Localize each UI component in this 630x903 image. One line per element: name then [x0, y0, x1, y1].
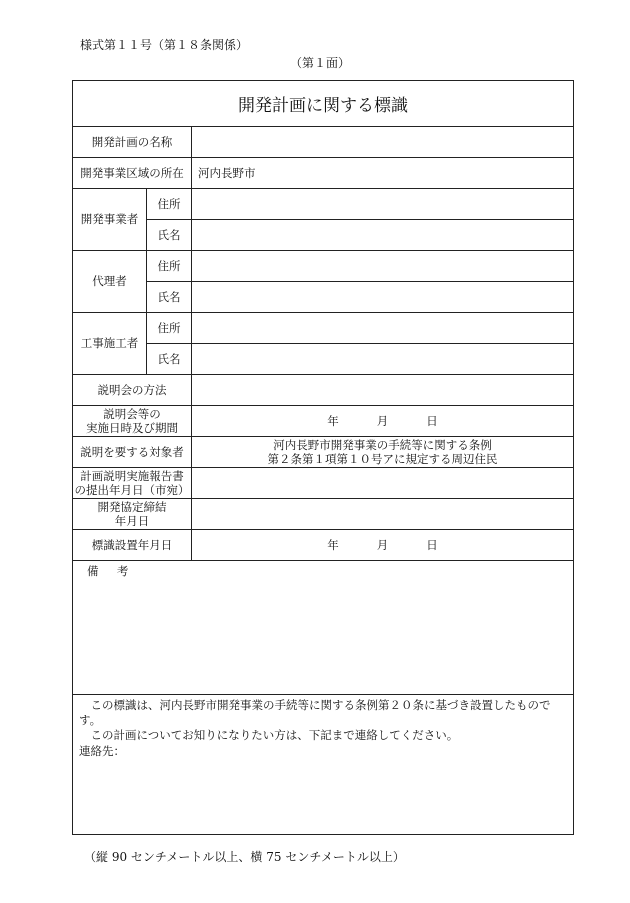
remarks-row	[73, 561, 574, 695]
developer-label: 開発事業者	[73, 189, 147, 251]
sign-installation-date-row	[73, 530, 574, 561]
briefing-month-unit: 月	[376, 414, 389, 428]
sign-title: 開発計画に関する標識	[73, 81, 574, 127]
developer-address-field[interactable]	[192, 189, 574, 220]
target-persons-value-line2: 第２条第１項第１０号アに規定する周辺住民	[267, 452, 498, 466]
page-label: （第１面）	[290, 56, 351, 70]
contractor-address-field[interactable]	[192, 313, 574, 344]
remarks-label-char2: 考	[116, 564, 129, 578]
location-label: 開発事業区域の所在	[73, 158, 192, 189]
agent-address-label: 住所	[147, 251, 192, 282]
briefing-year-unit: 年	[327, 414, 339, 428]
sign-form-table	[72, 80, 574, 835]
plan-name-label: 開発計画の名称	[73, 127, 192, 158]
target-persons-value-line1: 河内長野市開発事業の手続等に関する条例	[273, 437, 492, 452]
briefing-datetime-label	[73, 406, 192, 437]
agent-name-field[interactable]	[192, 282, 574, 313]
contractor-name-row	[73, 344, 574, 375]
target-persons-row	[73, 437, 574, 468]
target-persons-label: 説明を要する対象者	[73, 437, 192, 468]
sign-installation-date-field[interactable]	[192, 530, 574, 561]
developer-name-label: 氏名	[147, 220, 192, 251]
developer-name-field[interactable]	[192, 220, 574, 251]
agent-address-row	[73, 251, 574, 282]
installation-month-unit: 月	[376, 538, 389, 552]
contractor-name-field[interactable]	[192, 344, 574, 375]
remarks-area[interactable]	[73, 561, 574, 695]
briefing-datetime-row	[73, 406, 574, 437]
report-submission-label	[73, 468, 192, 499]
contractor-name-label: 氏名	[147, 344, 192, 375]
installation-year-unit: 年	[327, 538, 339, 552]
notice-line1: この標識は、河内長野市開発事業の手続等に関する条例第２０条に基づき設置したものです。	[79, 698, 551, 728]
briefing-datetime-label-line2: 実施日時及び期間	[86, 421, 178, 435]
sign-installation-date-label: 標識設置年月日	[73, 530, 192, 561]
agent-address-field[interactable]	[192, 251, 574, 282]
briefing-method-field[interactable]	[192, 375, 574, 406]
contractor-label: 工事施工者	[73, 313, 147, 375]
title-row	[73, 81, 574, 127]
contractor-address-row	[73, 313, 574, 344]
briefing-method-label: 説明会の方法	[73, 375, 192, 406]
notice-row	[73, 695, 574, 835]
location-row	[73, 158, 574, 189]
size-footnote: （縦 90 センチメートル以上、横 75 センチメートル以上）	[84, 850, 405, 864]
notice-area	[73, 695, 574, 835]
plan-name-field[interactable]	[192, 127, 574, 158]
agreement-date-label	[73, 499, 192, 530]
developer-address-label: 住所	[147, 189, 192, 220]
contact-label: 連絡先：	[79, 743, 125, 758]
report-submission-label-line1: 計画説明実施報告書	[80, 468, 184, 483]
target-persons-value	[192, 437, 574, 468]
briefing-day-unit: 日	[426, 414, 438, 428]
remarks-label	[87, 563, 573, 579]
developer-name-row	[73, 220, 574, 251]
agreement-date-label-line1: 開発協定締結	[97, 499, 167, 514]
installation-day-unit: 日	[426, 538, 438, 552]
agreement-date-row	[73, 499, 574, 530]
remarks-label-char1: 備	[87, 564, 99, 578]
briefing-method-row	[73, 375, 574, 406]
notice-line2: この計画についてお知りになりたい方は、下記まで連絡してください。	[90, 728, 459, 743]
agent-name-label: 氏名	[147, 282, 192, 313]
form-number: 様式第１１号（第１８条関係）	[80, 38, 249, 52]
briefing-date-units	[192, 413, 573, 429]
briefing-datetime-field[interactable]	[192, 406, 574, 437]
agreement-date-label-line2: 年月日	[114, 514, 150, 528]
installation-date-units	[192, 537, 573, 553]
report-submission-field[interactable]	[192, 468, 574, 499]
report-submission-label-line2: の提出年月日（市宛）	[74, 483, 190, 497]
developer-address-row	[73, 189, 574, 220]
plan-name-row	[73, 127, 574, 158]
agent-label: 代理者	[73, 251, 147, 313]
briefing-datetime-label-line1: 説明会等の	[103, 406, 161, 421]
location-field[interactable]: 河内長野市	[192, 158, 574, 189]
agent-name-row	[73, 282, 574, 313]
report-submission-row	[73, 468, 574, 499]
contractor-address-label: 住所	[147, 313, 192, 344]
agreement-date-field[interactable]	[192, 499, 574, 530]
